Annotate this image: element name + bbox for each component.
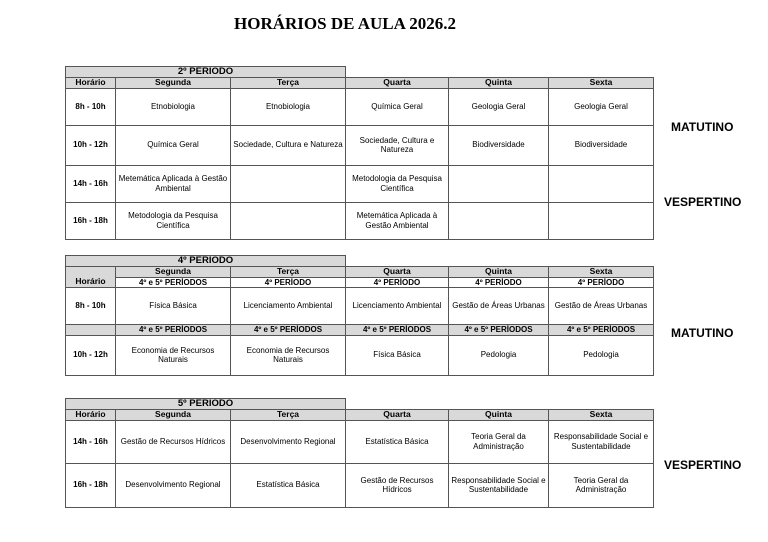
band-cell: 4º e 5º PERÍODOS <box>449 325 549 336</box>
class-cell: Desenvolvimento Regional <box>231 420 346 463</box>
period-2-table <box>65 77 654 240</box>
subheader-cell: 4º PERÍODO <box>549 277 654 288</box>
header-quinta: Quinta <box>449 267 549 278</box>
class-cell: Etnobiologia <box>231 88 346 125</box>
class-cell: Economia de Recursos Naturais <box>116 335 231 375</box>
class-cell: Etnobiologia <box>116 88 231 125</box>
subheader-cell: 4º PERÍODO <box>449 277 549 288</box>
table-row <box>66 88 654 125</box>
time-cell: 10h - 12h <box>66 125 116 165</box>
class-cell <box>231 165 346 202</box>
subheader-cell: 4º PERÍODO <box>231 277 346 288</box>
class-cell <box>231 202 346 239</box>
shift-label-evening-2: VESPERTINO <box>664 458 742 472</box>
header-quarta: Quarta <box>346 410 449 421</box>
page-title: HORÁRIOS DE AULA 2026.2 <box>234 14 456 33</box>
class-cell: Metodologia da Pesquisa Científica <box>346 165 449 202</box>
class-cell: Teoria Geral da Administração <box>449 420 549 463</box>
band-cell: 4º e 5º PERÍODOS <box>549 325 654 336</box>
class-cell: Licenciamento Ambiental <box>346 288 449 325</box>
class-cell: Estatística Básica <box>231 463 346 507</box>
header-quarta: Quarta <box>346 78 449 89</box>
period-5-label: 5º PERÍODO <box>65 398 346 410</box>
header-segunda: Segunda <box>116 78 231 89</box>
class-cell: Economia de Recursos Naturais <box>231 335 346 375</box>
band-cell: 4º e 5º PERÍODOS <box>116 325 231 336</box>
header-quinta: Quinta <box>449 78 549 89</box>
header-terca: Terça <box>231 410 346 421</box>
band-cell: 4º e 5º PERÍODOS <box>346 325 449 336</box>
table-row <box>66 420 654 463</box>
class-cell: Química Geral <box>346 88 449 125</box>
class-cell: Geologia Geral <box>549 88 654 125</box>
band-cell: 4º e 5º PERÍODOS <box>231 325 346 336</box>
class-cell: Desenvolvimento Regional <box>116 463 231 507</box>
time-cell: 14h - 16h <box>66 165 116 202</box>
subheader-cell: 4º PERÍODO <box>346 277 449 288</box>
class-cell: Metemática Aplicada à Gestão Ambiental <box>116 165 231 202</box>
class-cell <box>449 165 549 202</box>
class-cell: Gestão de Áreas Urbanas <box>549 288 654 325</box>
class-cell: Licenciamento Ambiental <box>231 288 346 325</box>
class-cell: Pedologia <box>549 335 654 375</box>
class-cell: Estatística Básica <box>346 420 449 463</box>
class-cell: Química Geral <box>116 125 231 165</box>
table-row <box>66 463 654 507</box>
band-blank <box>66 325 116 336</box>
class-cell <box>549 202 654 239</box>
class-cell: Sociedade, Cultura e Natureza <box>231 125 346 165</box>
header-horario: Horário <box>66 277 116 288</box>
class-cell: Gestão de Recursos Hídricos <box>116 420 231 463</box>
class-cell: Biodiversidade <box>449 125 549 165</box>
period-4-label: 4º PERÍODO <box>65 255 346 267</box>
header-segunda: Segunda <box>116 410 231 421</box>
header-segunda: Segunda <box>116 267 231 278</box>
shift-label-morning-2: MATUTINO <box>671 326 734 340</box>
class-cell: Gestão de Recursos Hídricos <box>346 463 449 507</box>
header-terca: Terça <box>231 78 346 89</box>
class-cell: Gestão de Áreas Urbanas <box>449 288 549 325</box>
table-row <box>66 202 654 239</box>
header-quarta: Quarta <box>346 267 449 278</box>
subheader-cell: 4º e 5º PERÍODOS <box>116 277 231 288</box>
time-cell: 16h - 18h <box>66 202 116 239</box>
header-horario: Horário <box>66 410 116 421</box>
shift-label-morning: MATUTINO <box>671 120 734 134</box>
period-4-table <box>65 266 654 376</box>
time-cell: 8h - 10h <box>66 88 116 125</box>
time-cell: 14h - 16h <box>66 420 116 463</box>
time-cell: 8h - 10h <box>66 288 116 325</box>
table-row <box>66 125 654 165</box>
table-row <box>66 165 654 202</box>
time-cell: 10h - 12h <box>66 335 116 375</box>
table-row <box>66 288 654 325</box>
class-cell: Teoria Geral da Administração <box>549 463 654 507</box>
header-blank <box>66 267 116 278</box>
class-cell: Responsabilidade Social e Sustentabilidade <box>449 463 549 507</box>
header-sexta: Sexta <box>549 267 654 278</box>
class-cell: Sociedade, Cultura e Natureza <box>346 125 449 165</box>
table-row <box>66 335 654 375</box>
header-terca: Terça <box>231 267 346 278</box>
class-cell: Metemática Aplicada à Gestão Ambiental <box>346 202 449 239</box>
class-cell: Responsabilidade Social e Sustentabilidade <box>549 420 654 463</box>
period-5-table <box>65 409 654 508</box>
shift-label-evening: VESPERTINO <box>664 195 742 209</box>
class-cell: Física Básica <box>116 288 231 325</box>
header-sexta: Sexta <box>549 410 654 421</box>
period-2-label: 2º PERÍODO <box>65 66 346 78</box>
class-cell <box>549 165 654 202</box>
class-cell: Pedologia <box>449 335 549 375</box>
class-cell: Biodiversidade <box>549 125 654 165</box>
header-horario: Horário <box>66 78 116 89</box>
header-sexta: Sexta <box>549 78 654 89</box>
header-quinta: Quinta <box>449 410 549 421</box>
class-cell: Física Básica <box>346 335 449 375</box>
class-cell: Geologia Geral <box>449 88 549 125</box>
class-cell <box>449 202 549 239</box>
time-cell: 16h - 18h <box>66 463 116 507</box>
class-cell: Metodologia da Pesquisa Científica <box>116 202 231 239</box>
